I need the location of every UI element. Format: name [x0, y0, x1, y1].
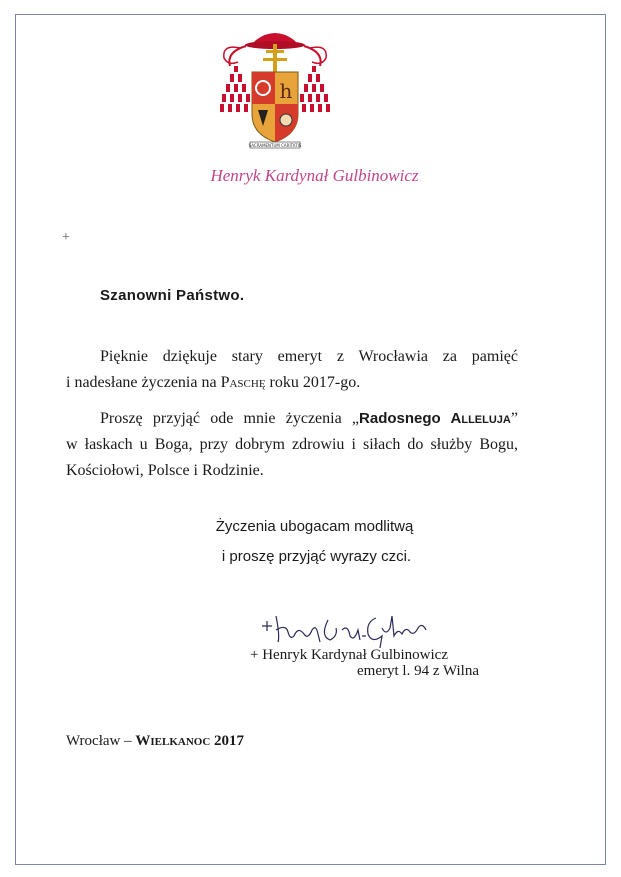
p2-line1 — [66, 406, 518, 432]
p2-line1-a: Proszę przyjąć ode mnie życzenia „ — [100, 410, 360, 427]
svg-text:h: h — [279, 79, 293, 103]
signature-title: emeryt l. 94 z Wilna — [357, 663, 479, 679]
p1-line2 — [66, 374, 360, 391]
p2-line1-b: ” — [510, 410, 518, 427]
paragraph-thanks — [66, 344, 518, 396]
p1-line1-text: Pięknie dziękuje stary emeryt z Wrocławia za pamięć — [100, 348, 518, 365]
p1-line2-a: i nadesłane życzenia na — [66, 374, 221, 391]
p1-line1 — [66, 344, 518, 370]
paragraph-wishes — [66, 406, 518, 484]
p2-line3: Kościołowi, Polsce i Rodzinie. — [66, 462, 264, 479]
closing-line-2: i proszę przyjąć wyrazy czci. — [221, 548, 412, 565]
closing-line-1: Życzenia ubogacam modlitwą — [215, 518, 414, 535]
p1-line2-b: roku 2017-go. — [265, 374, 361, 391]
cross-mark: + — [62, 230, 70, 245]
salutation: Szanowni Państwo. — [100, 287, 245, 304]
pascha-word: Paschę — [220, 374, 266, 391]
place-and-date — [66, 733, 244, 750]
place: Wrocław – — [66, 733, 136, 749]
signature-printed-name: + Henryk Kardynał Gulbinowicz — [250, 647, 448, 663]
p2-line2: w łaskach u Boga, przy dobrym zdrowiu i siłach do służby Bogu, — [66, 436, 518, 453]
coat-of-arms-icon — [216, 22, 334, 154]
svg-text:SACRAMENTUM CARITATIS: SACRAMENTUM CARITATIS — [248, 143, 302, 148]
handwritten-signature — [258, 606, 428, 648]
alleluja-word: Alleluja — [440, 410, 511, 427]
radosnego-word: Radosnego — [359, 410, 441, 427]
letterhead-name: Henryk Kardynał Gulbinowicz — [210, 166, 419, 185]
date: Wielkanoc 2017 — [135, 733, 245, 749]
